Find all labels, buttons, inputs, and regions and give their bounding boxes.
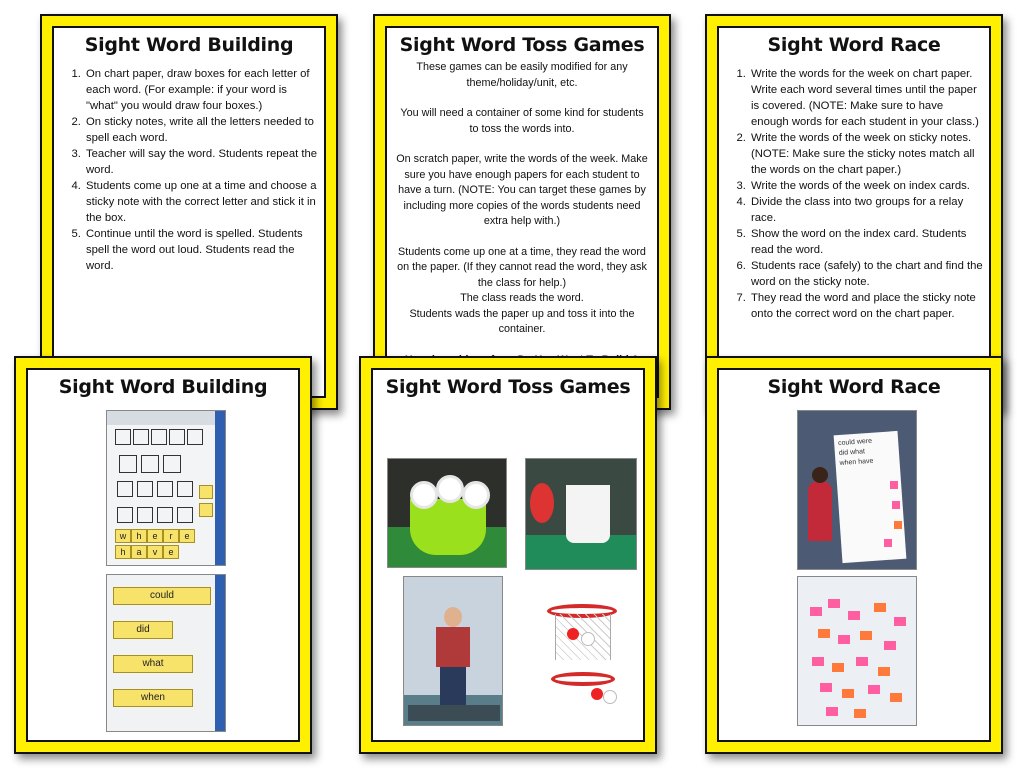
spelled-words-photo: [106, 574, 226, 732]
sticky-letter: a: [131, 545, 147, 559]
sticky-letter: h: [131, 529, 147, 543]
sticky-letter: e: [163, 545, 179, 559]
card-building-instructions: [40, 14, 338, 410]
chart-word: what: [849, 448, 866, 457]
card-title: Sight Word Toss Games: [399, 34, 645, 56]
card-inner: [26, 368, 300, 742]
word-row: [113, 689, 193, 707]
student-chart-photo: [797, 410, 917, 570]
step-item: 3. Write the words of the week on index cards.: [749, 178, 983, 194]
card-inner: [717, 26, 991, 398]
chart-word: could: [837, 438, 856, 448]
card-inner: [385, 26, 659, 398]
card-toss-photos: [359, 356, 657, 754]
chart-word: did: [838, 449, 849, 458]
sticky-note: [199, 485, 213, 499]
card-title: Sight Word Building: [58, 376, 268, 398]
word-row: [113, 621, 173, 639]
steps-list: [60, 66, 318, 274]
paragraph: Students wads the paper up and toss it into the container.: [409, 307, 635, 335]
sticky-letter: r: [163, 529, 179, 543]
step-item: 5. Continue until the word is spelled. Students spell the word out loud. Students read the word.: [84, 226, 318, 274]
step-item: 6. Students race (safely) to the chart and find the word on the sticky note.: [749, 258, 983, 290]
step-item: 4. Students come up one at a time and choose a sticky note with the correct letter and stick it in the box.: [84, 178, 318, 226]
sticky-word: could: [113, 587, 211, 605]
chart-paper: [834, 431, 907, 563]
card-inner: [52, 26, 326, 398]
sticky-note: [199, 503, 213, 517]
step-item: 1. Write the words for the week on chart paper. Write each word several times until the paper is covered. (NOTE: Make sure to have enough words for each student in your class.): [749, 66, 983, 130]
word-row: [113, 655, 193, 673]
card-title: Sight Word Building: [84, 34, 294, 56]
sticky-word: what: [113, 655, 193, 673]
paragraph: On scratch paper, write the words of the week. Make sure you have enough papers for each student to have a turn. (NOTE: You can target these games by including more copies of the words students need extra help with.): [396, 153, 648, 227]
card-title: Sight Word Toss Games: [385, 376, 631, 398]
sticky-word: when: [113, 689, 193, 707]
paragraph: These games can be easily modified for any theme/holiday/unit, etc.: [416, 61, 628, 89]
sticky-letter: v: [147, 545, 163, 559]
sticky-letter: h: [115, 545, 131, 559]
card-title: Sight Word Race: [767, 376, 941, 398]
steps-list: [725, 66, 983, 322]
card-building-photos: [14, 356, 312, 754]
card-race-instructions: [705, 14, 1003, 410]
green-bucket-photo: [387, 458, 507, 568]
hoop-product-image: [541, 600, 627, 710]
sticky-chart-photo: [797, 576, 917, 726]
card-title: Sight Word Race: [767, 34, 941, 56]
sticky-word: did: [113, 621, 173, 639]
paragraph: Students come up one at a time, they read the word on the paper. (If they cannot read the word, they ask the class for help.): [397, 245, 647, 289]
step-item: 3. Teacher will say the word. Students repeat the word.: [84, 146, 318, 178]
chart-word: have: [857, 457, 874, 466]
teacher-photo: [403, 576, 503, 726]
step-item: 7. They read the word and place the sticky note onto the correct word on the chart paper.: [749, 290, 983, 322]
word-row: [113, 587, 211, 605]
card-race-photos: [705, 356, 1003, 754]
step-item: 2. Write the words of the week on sticky notes. (NOTE: Make sure the sticky notes match all the words on the chart paper.): [749, 130, 983, 178]
student-figure: [808, 481, 832, 541]
card-toss-instructions: [373, 14, 671, 410]
white-bin-photo: [525, 458, 637, 570]
toss-instructions-text: [395, 60, 649, 368]
step-item: 1. On chart paper, draw boxes for each letter of each word. (For example: if your word is "what" you would draw four boxes.): [84, 66, 318, 114]
paragraph: The class reads the word.: [460, 292, 584, 304]
sticky-letter: e: [179, 529, 195, 543]
step-item: 4. Divide the class into two groups for a relay race.: [749, 194, 983, 226]
chart-boxes-photo: [106, 410, 226, 566]
paragraph: You will need a container of some kind for students to toss the words into.: [400, 107, 644, 135]
sticky-letter: e: [147, 529, 163, 543]
chart-word: when: [839, 458, 857, 468]
card-inner: [371, 368, 645, 742]
step-item: 2. On sticky notes, write all the letters needed to spell each word.: [84, 114, 318, 146]
chart-word: were: [856, 437, 873, 446]
step-item: 5. Show the word on the index card. Students read the word.: [749, 226, 983, 258]
sticky-letter: w: [115, 529, 131, 543]
card-inner: [717, 368, 991, 742]
